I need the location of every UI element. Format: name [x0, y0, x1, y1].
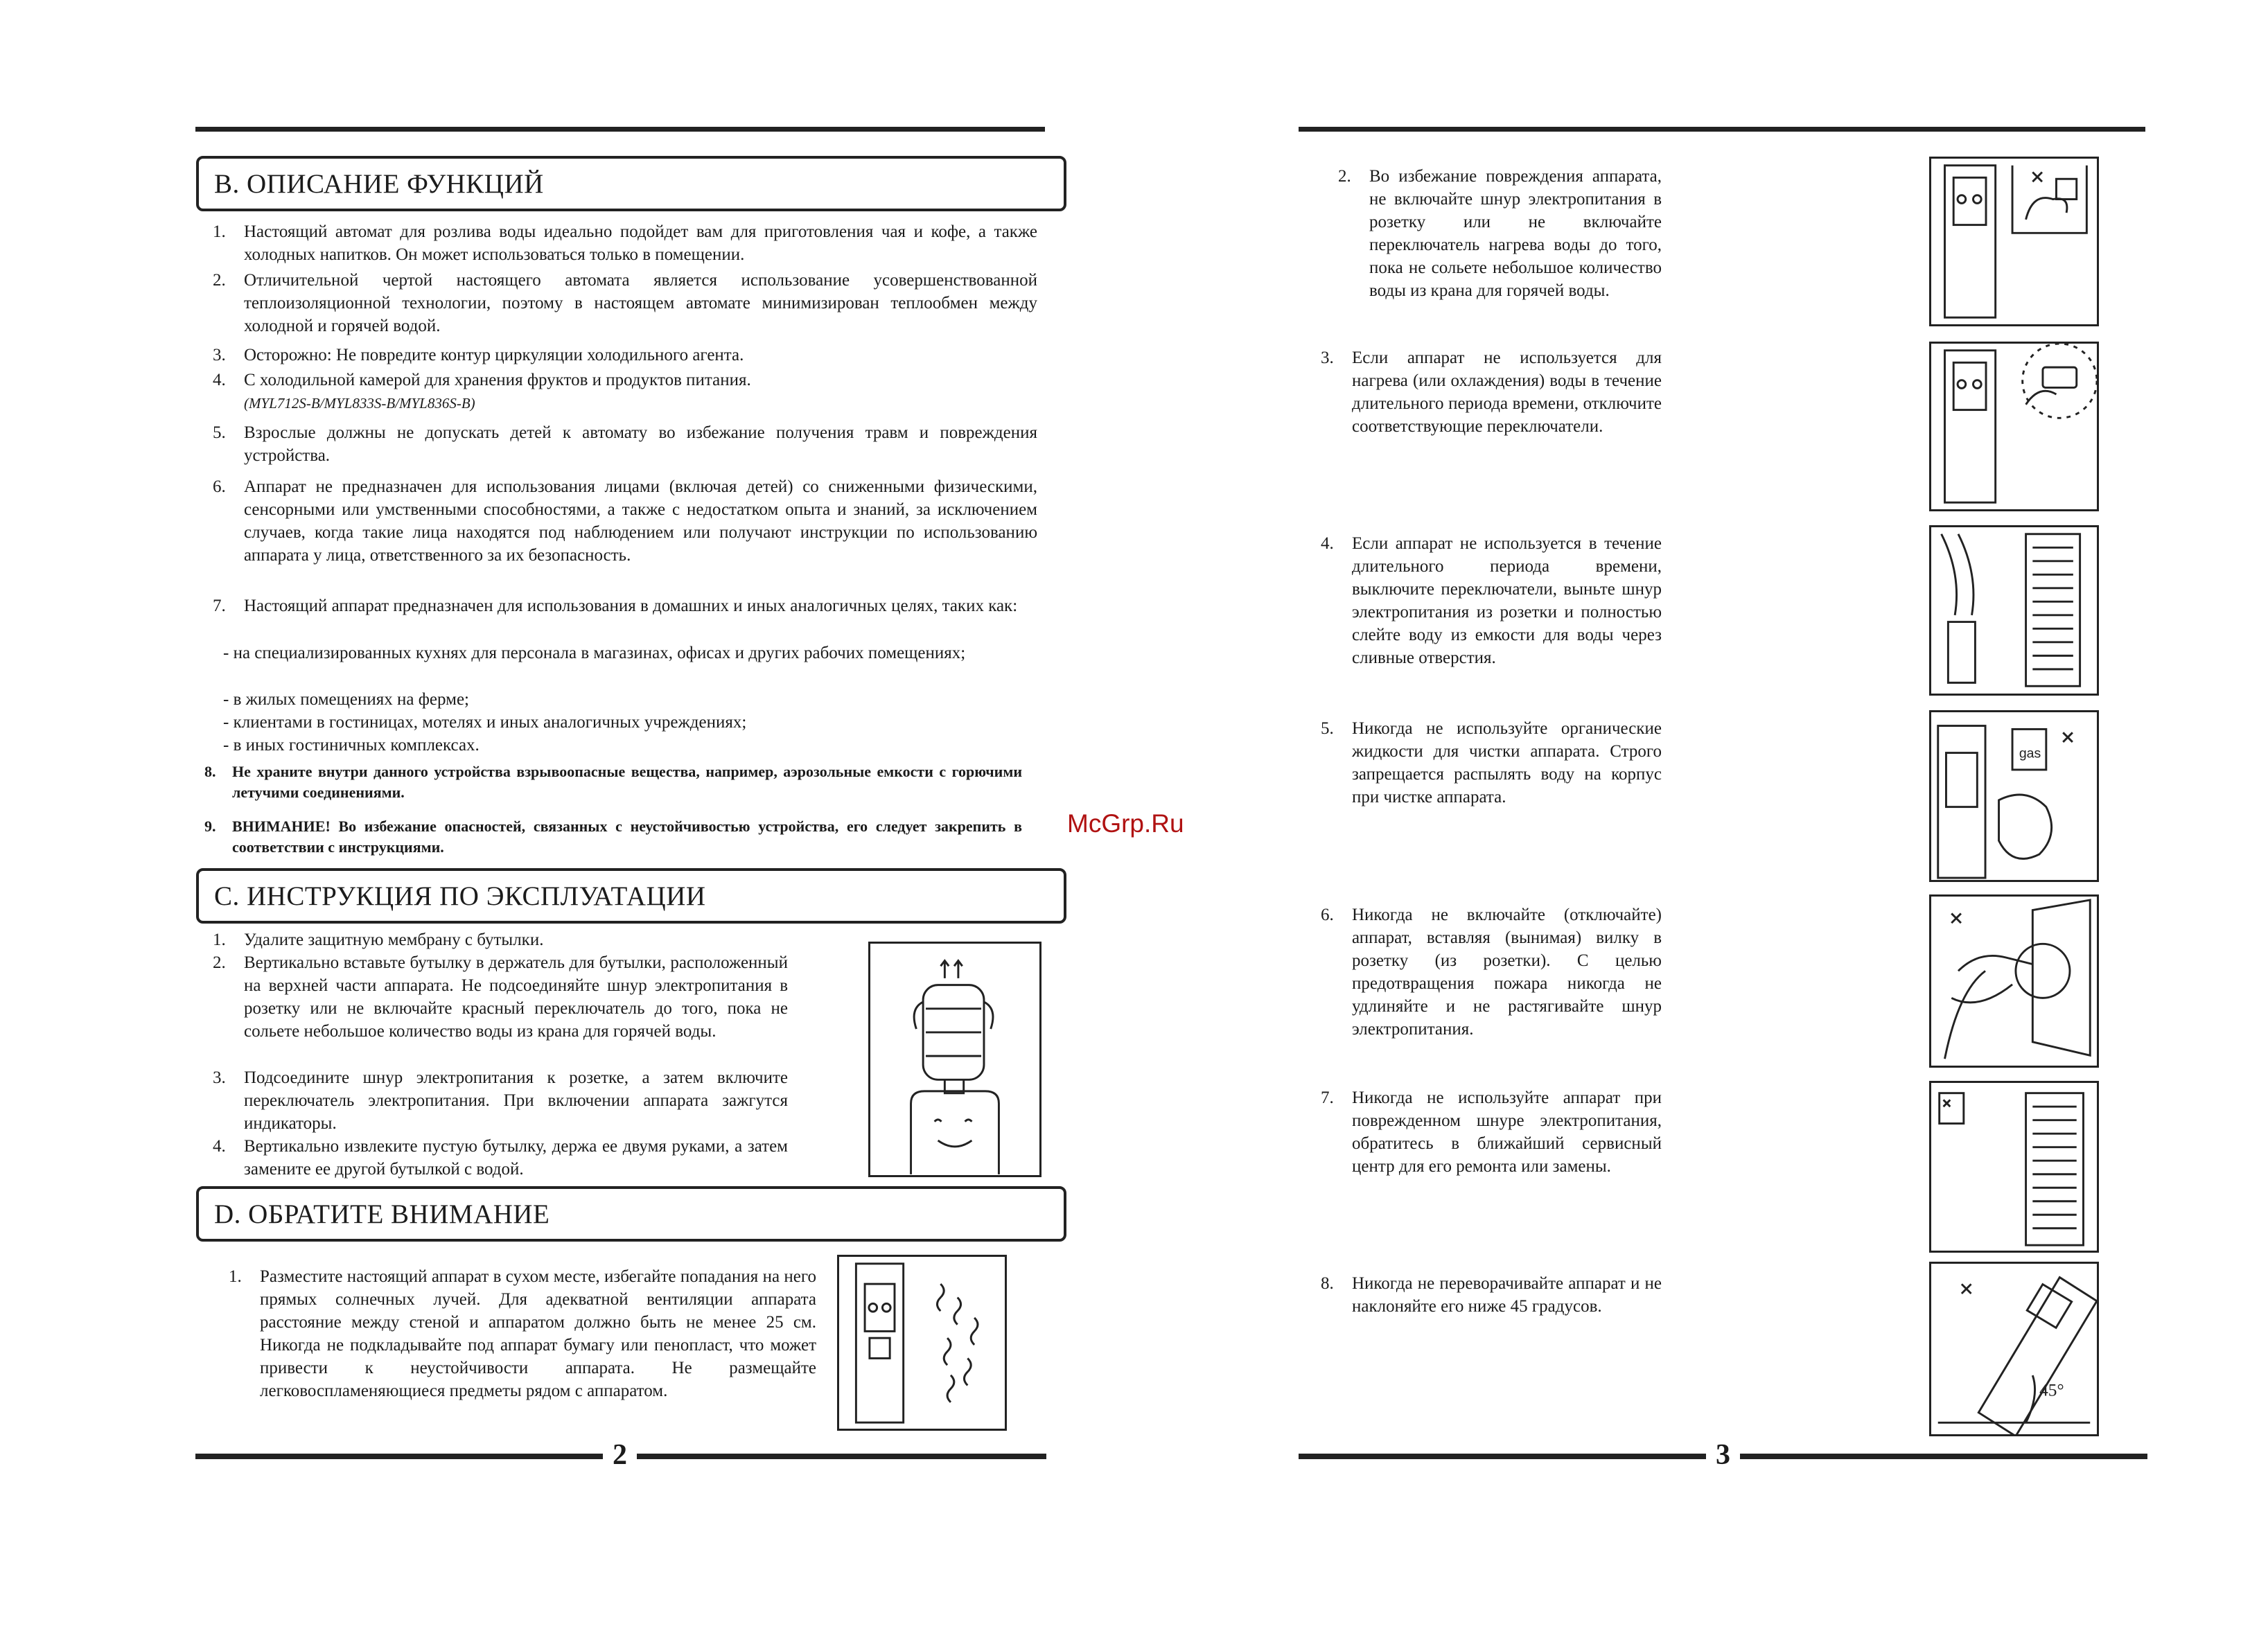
placement-figure — [837, 1255, 1007, 1431]
bottle-install-figure — [868, 942, 1041, 1177]
list-item: 3. Осторожно: Не повредите контур циркуляции холодильного агента. — [213, 346, 744, 364]
figure-drain — [1929, 525, 2099, 696]
angle-label: 45° — [2039, 1380, 2064, 1400]
top-rule — [1299, 127, 2145, 132]
list-item: 2. Отличительной чертой настоящего автомата является использование усовершенствованной теплоизоляционной технологии, поэтому в настоящем автомате минимизирован теплообмен между холодной и горячей водой. — [213, 271, 1037, 335]
list-item: 7. Настоящий аппарат предназначен для использования в домашних и иных аналогичных целях, таких как: — [213, 597, 1018, 615]
section-d-title: D. ОБРАТИТЕ ВНИМАНИЕ — [214, 1199, 550, 1229]
bullet-item: - клиентами в гостиницах, мотелях и иных аналогичных учреждениях; — [223, 713, 747, 732]
gas-label: gas — [2019, 746, 2041, 761]
section-d-header — [196, 1186, 1066, 1242]
list-item: 3. Если аппарат не используется для нагрева (или охлаждения) воды в течение длительного периода времени, отключите соответствующие переключатели. — [1321, 349, 1662, 436]
section-c-header — [196, 868, 1066, 924]
list-item: 2. Во избежание повреждения аппарата, не включайте шнур электропитания в розетку или не включайте переключатель нагрева воды до того, пока не сольете небольшое количество воды из крана для горячей воды. — [1338, 167, 1662, 300]
right-page — [1134, 0, 2268, 1649]
list-item: 1. Разместите настоящий аппарат в сухом месте, избегайте попадания на него прямых солнечных лучей. Для адекватной вентиляции аппарата расстояние между стеной и аппаратом должно быть не менее 25 см. Никогда не подкладывайте под аппарат бумагу или пенопласт, что может привести к неустойчивости аппарата. Не размещайте легковоспламеняющиеся предметы рядом с аппаратом. — [229, 1267, 816, 1400]
list-item: 7. Никогда не используйте аппарат при поврежденном шнуре электропитания, обратитесь в ближайший сервисный центр для его ремонта или замены. — [1321, 1088, 1662, 1176]
top-rule — [195, 127, 1045, 132]
dispenser-bottle-illustration — [870, 944, 1039, 1175]
list-item: 4. Если аппарат не используется в течение длительного периода времени, выключите переключатели, выньте шнур электропитания из розетки и полностью слейте воду из емкости для воды через сливные отверстия. — [1321, 534, 1662, 667]
bullet-item: - в жилых помещениях на ферме; — [223, 690, 469, 709]
figure-tilt — [1929, 1262, 2099, 1436]
list-item: 1. Удалите защитную мембрану с бутылки. — [213, 931, 544, 949]
list-item: 6. Аппарат не предназначен для использования лицами (включая детей) со сниженными физическими, сенсорными или умственными способностями, а также с недостатком опыта и знаний, за исключением случаев, когда такие лица находятся под наблюдением или получают инструкции по использованию аппарата у лица, ответственного за их безопасность. — [213, 477, 1037, 565]
list-item: 5. Никогда не используйте органические жидкости для чистки аппарата. Строго запрещается распылять воду на корпус при чистке аппарата. — [1321, 719, 1662, 806]
list-item: 3. Подсоедините шнур электропитания к розетке, а затем включите переключатель электропитания. При включении аппарата зажгутся индикаторы. — [213, 1068, 788, 1133]
section-c-title: C. ИНСТРУКЦИЯ ПО ЭКСПЛУАТАЦИИ — [214, 881, 706, 911]
dispenser-wall-illustration — [839, 1257, 1005, 1429]
bullet-item: - в иных гостиничных комплексах. — [223, 736, 480, 755]
list-item: 8. Никогда не переворачивайте аппарат и не наклоняйте его ниже 45 градусов. — [1321, 1274, 1662, 1316]
list-item: 4. Вертикально извлеките пустую бутылку, держа ее двумя руками, а затем замените ее другой бутылкой с водой. — [213, 1137, 788, 1179]
figure-plug — [1929, 894, 2099, 1068]
page-number: 3 — [1706, 1438, 1740, 1472]
figure-hot-water — [1929, 157, 2099, 326]
figure-switches — [1929, 342, 2099, 511]
section-b-header — [196, 156, 1066, 211]
list-item: 6. Никогда не включайте (отключайте) аппарат, вставляя (вынимая) вилку в розетку (из розетки). С целью предотвращения пожара никогда не удлиняйте и не растягивайте шнур электропитания. — [1321, 906, 1662, 1039]
list-item: 4. С холодильной камерой для хранения фруктов и продуктов питания. (MYL712S-B/MYL833S-B/MYL836S-B) — [213, 371, 751, 412]
list-item: 2. Вертикально вставьте бутылку в держатель для бутылки, расположенный на верхней части аппарата. Не подсоединяйте шнур электропитания в розетку или не включайте красный переключатель до того, пока не сольете небольшое количество воды из крана для горячей воды. — [213, 953, 788, 1041]
model-list: (MYL712S-B/MYL833S-B/MYL836S-B) — [244, 395, 475, 412]
bullet-item: - на специализированных кухнях для персонала в магазинах, офисах и других рабочих помещениях; — [223, 644, 966, 662]
section-b-title: B. ОПИСАНИЕ ФУНКЦИЙ — [214, 168, 544, 199]
figure-damaged-cord — [1929, 1081, 2099, 1253]
figure-cleaning — [1929, 710, 2099, 882]
watermark: McGrp.Ru — [1067, 809, 1184, 838]
list-item: 8. Не храните внутри данного устройства взрывоопасные вещества, например, аэрозольные емкости с горючими летучими соединениями. — [204, 763, 1022, 801]
list-item: 9. ВНИМАНИЕ! Во избежание опасностей, связанных с неустойчивостью устройства, его следует закрепить в соответствии с инструкциями. — [204, 818, 1022, 856]
page-number: 2 — [603, 1438, 637, 1472]
list-item: 5. Взрослые должны не допускать детей к автомату во избежание получения травм и повреждения устройства. — [213, 423, 1037, 465]
list-item: 1. Настоящий автомат для розлива воды идеально подойдет вам для приготовления чая и кофе, а также холодных напитков. Он может использоваться только в помещении. — [213, 222, 1037, 264]
